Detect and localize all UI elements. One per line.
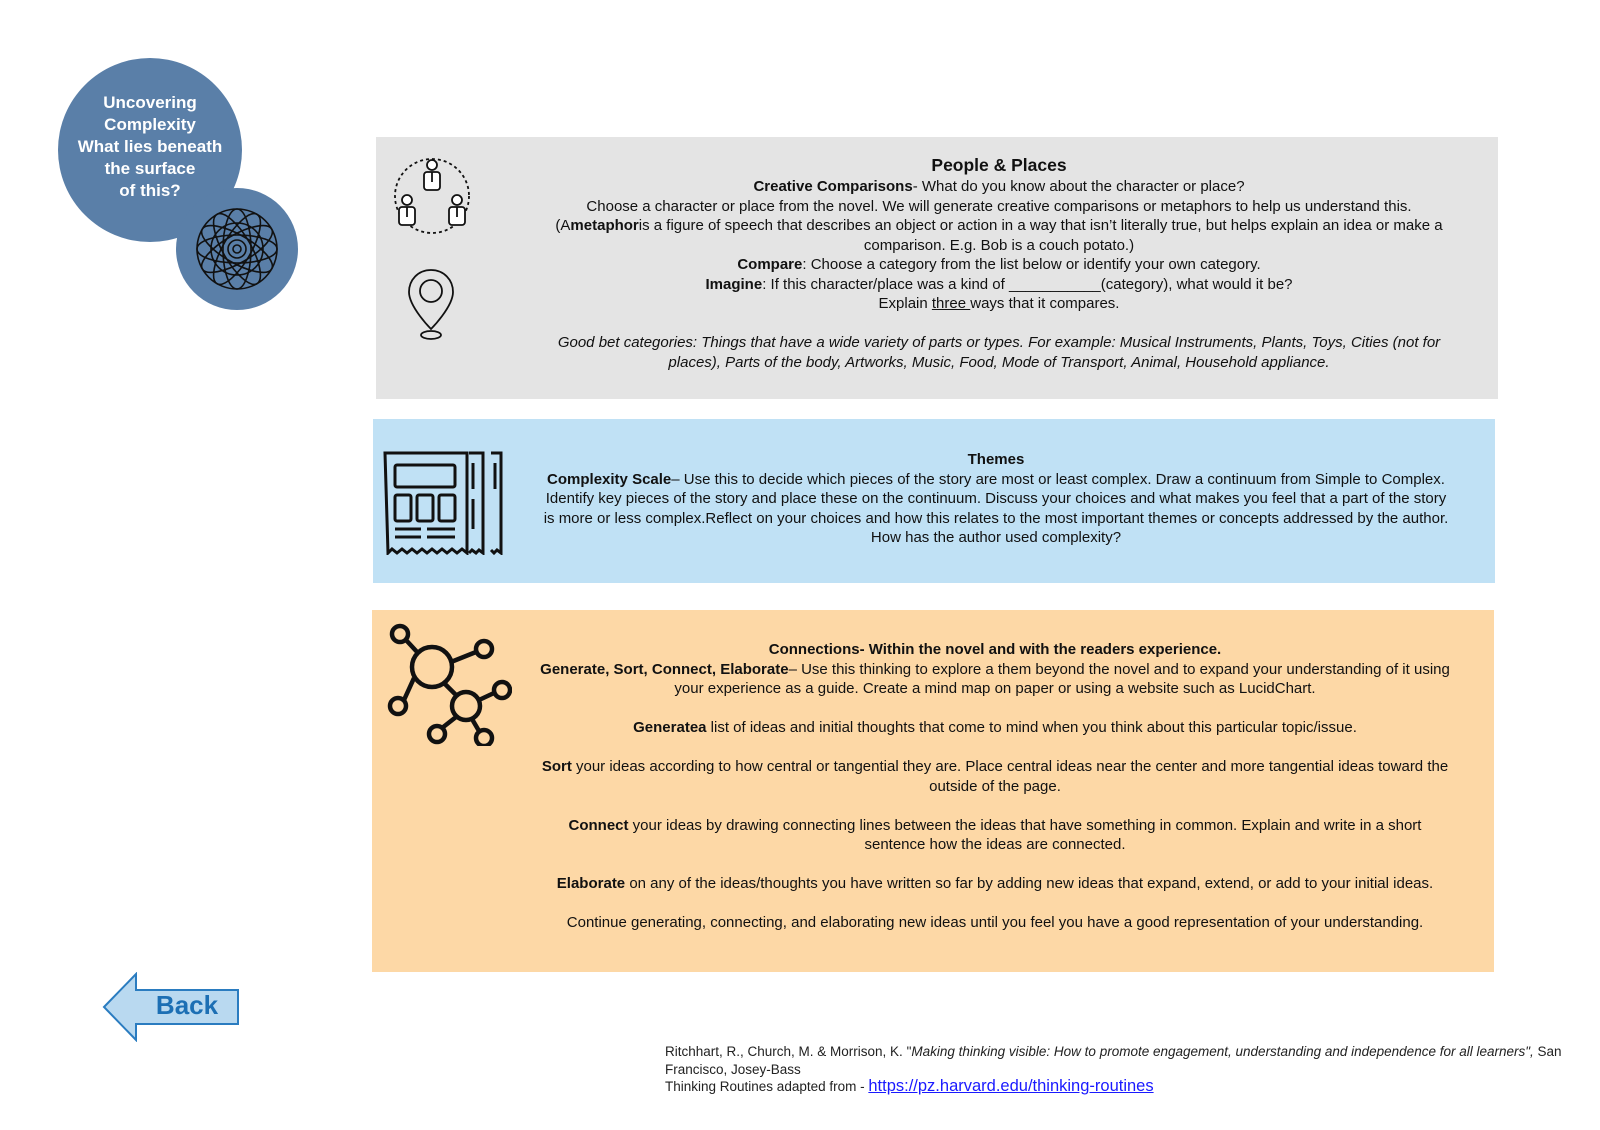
gsce-line: your experience as a guide. Create a mind map on paper or using a website such as LucidChart. <box>674 680 1316 697</box>
themes-panel <box>373 419 1495 583</box>
gsce-label: Generate, Sort, Connect, Elaborate <box>540 660 789 678</box>
themes-line: Identify key pieces of the story and place these on the continuum. Discuss your choices and what makes you feel that a part of the story <box>545 490 1447 507</box>
creative-line <box>524 177 1474 197</box>
explain-underline: three <box>931 295 971 312</box>
sort-line: outside of the page. <box>929 777 1061 795</box>
citation-book-title: Making thinking visible: How to promote engagement, understanding and independence for all learners", <box>911 1044 1534 1059</box>
connections-heading: Connections- Within the novel and with the readers experience. <box>768 641 1222 658</box>
imagine-line <box>524 275 1474 295</box>
imagine-text: : If this character/place was a kind of ___________(category), what would it be? <box>762 275 1293 293</box>
generate-line <box>507 718 1483 738</box>
gsce-line <box>507 660 1483 680</box>
citation-reference <box>665 1043 1565 1078</box>
connections-text <box>507 640 1483 933</box>
generate-text: list of ideas and initial thoughts that come to mind when you think about this particular topic/issue. <box>706 719 1357 736</box>
choose-line: Choose a character or place from the novel. We will generate creative comparisons or metaphors to help us understand this. <box>586 197 1412 215</box>
themes-text <box>513 450 1479 548</box>
people-places-text <box>524 153 1474 372</box>
metaphor-label: metaphor <box>570 217 639 234</box>
creative-text: - What do you know about the character or place? <box>912 178 1245 195</box>
citation <box>665 1043 1565 1096</box>
connections-panel <box>372 610 1494 972</box>
network-icon <box>384 622 512 746</box>
themes-line: is more or less complex.Reflect on your choices and how this relates to the most important themes or concepts addressed by the author. <box>543 509 1449 527</box>
connect-line: sentence how the ideas are connected. <box>864 836 1126 853</box>
newspaper-icon <box>381 449 507 555</box>
mandala-icon <box>192 204 282 294</box>
elaborate-label: Elaborate <box>556 875 626 892</box>
categories-line <box>524 333 1474 353</box>
title-line: What lies beneath <box>77 137 223 156</box>
people-circle-icon <box>392 155 472 237</box>
location-pin-icon <box>406 267 456 343</box>
citation-authors: Ritchhart, R., Church, M. & Morrison, K. " <box>665 1044 912 1059</box>
compare-text: : Choose a category from the list below or identify your own category. <box>802 256 1261 273</box>
citation-publisher: San Francisco, Josey-Bass <box>665 1044 1562 1077</box>
metaphor-pre: (A <box>555 217 571 234</box>
people-places-panel <box>376 137 1498 399</box>
metaphor-text: is a figure of speech that describes an object or action in a way that isn’t literally true, but helps explain an idea or make a <box>638 217 1443 234</box>
categories-text-2: places), Parts of the body, Artworks, Music, Food, Mode of Transport, Animal, Household appliance. <box>668 353 1330 371</box>
title-line: Complexity <box>104 115 196 134</box>
themes-heading: Themes <box>967 451 1025 468</box>
harvard-link[interactable]: https://pz.harvard.edu/thinking-routines <box>868 1077 1154 1095</box>
sort-label: Sort <box>541 758 572 775</box>
elaborate-line <box>507 874 1483 894</box>
page-title <box>58 92 242 202</box>
gsce-text: – Use this thinking to explore a them beyond the novel and to expand your understanding of it using <box>788 660 1450 678</box>
sort-line <box>507 757 1483 777</box>
scale-line <box>513 470 1479 490</box>
citation-adapted <box>665 1078 1565 1096</box>
compare-line <box>524 255 1474 275</box>
back-button-label[interactable]: Back <box>155 990 219 1020</box>
sort-text: your ideas according to how central or tangential they are. Place central ideas near the center and more tangential ideas toward the <box>571 758 1449 775</box>
title-line: Uncovering <box>103 93 197 112</box>
comparison-line: comparison. E.g. Bob is a couch potato.) <box>863 236 1135 254</box>
explain-post: ways that it compares. <box>970 295 1120 312</box>
scale-text: – Use this to decide which pieces of the story are most or least complex. Draw a continuum from Simple to Complex. <box>671 470 1445 488</box>
metaphor-line <box>524 216 1474 236</box>
explain-pre: Explain <box>878 295 932 312</box>
citation-adapted-text: Thinking Routines adapted from - <box>665 1079 869 1094</box>
mandala-circle <box>176 188 298 310</box>
explain-line <box>524 294 1474 314</box>
themes-line: How has the author used complexity? <box>870 529 1122 546</box>
people-places-heading: People & Places <box>931 155 1067 175</box>
elaborate-text: on any of the ideas/thoughts you have written so far by adding new ideas that expand, extend, or add to your initial ideas. <box>625 875 1434 892</box>
title-line: of this? <box>119 181 181 200</box>
categories-line <box>524 353 1474 373</box>
continue-line: Continue generating, connecting, and elaborating new ideas until you feel you have a good representation of your understanding. <box>566 914 1424 931</box>
connect-text: your ideas by drawing connecting lines between the ideas that have something in common. Explain and write in a short <box>628 816 1422 834</box>
title-line: the surface <box>104 159 196 178</box>
scale-label: Complexity Scale <box>547 470 672 488</box>
generate-label: Generatea <box>633 719 707 736</box>
imagine-label: Imagine <box>705 275 763 293</box>
compare-label: Compare <box>737 256 803 273</box>
connect-label: Connect <box>568 816 629 834</box>
connect-line <box>507 816 1483 836</box>
creative-label: Creative Comparisons <box>753 178 913 195</box>
categories-text-1: Good bet categories: Things that have a wide variety of parts or types. For example: Musical Instruments, Plants, Toys, Cities (not for <box>557 334 1441 351</box>
